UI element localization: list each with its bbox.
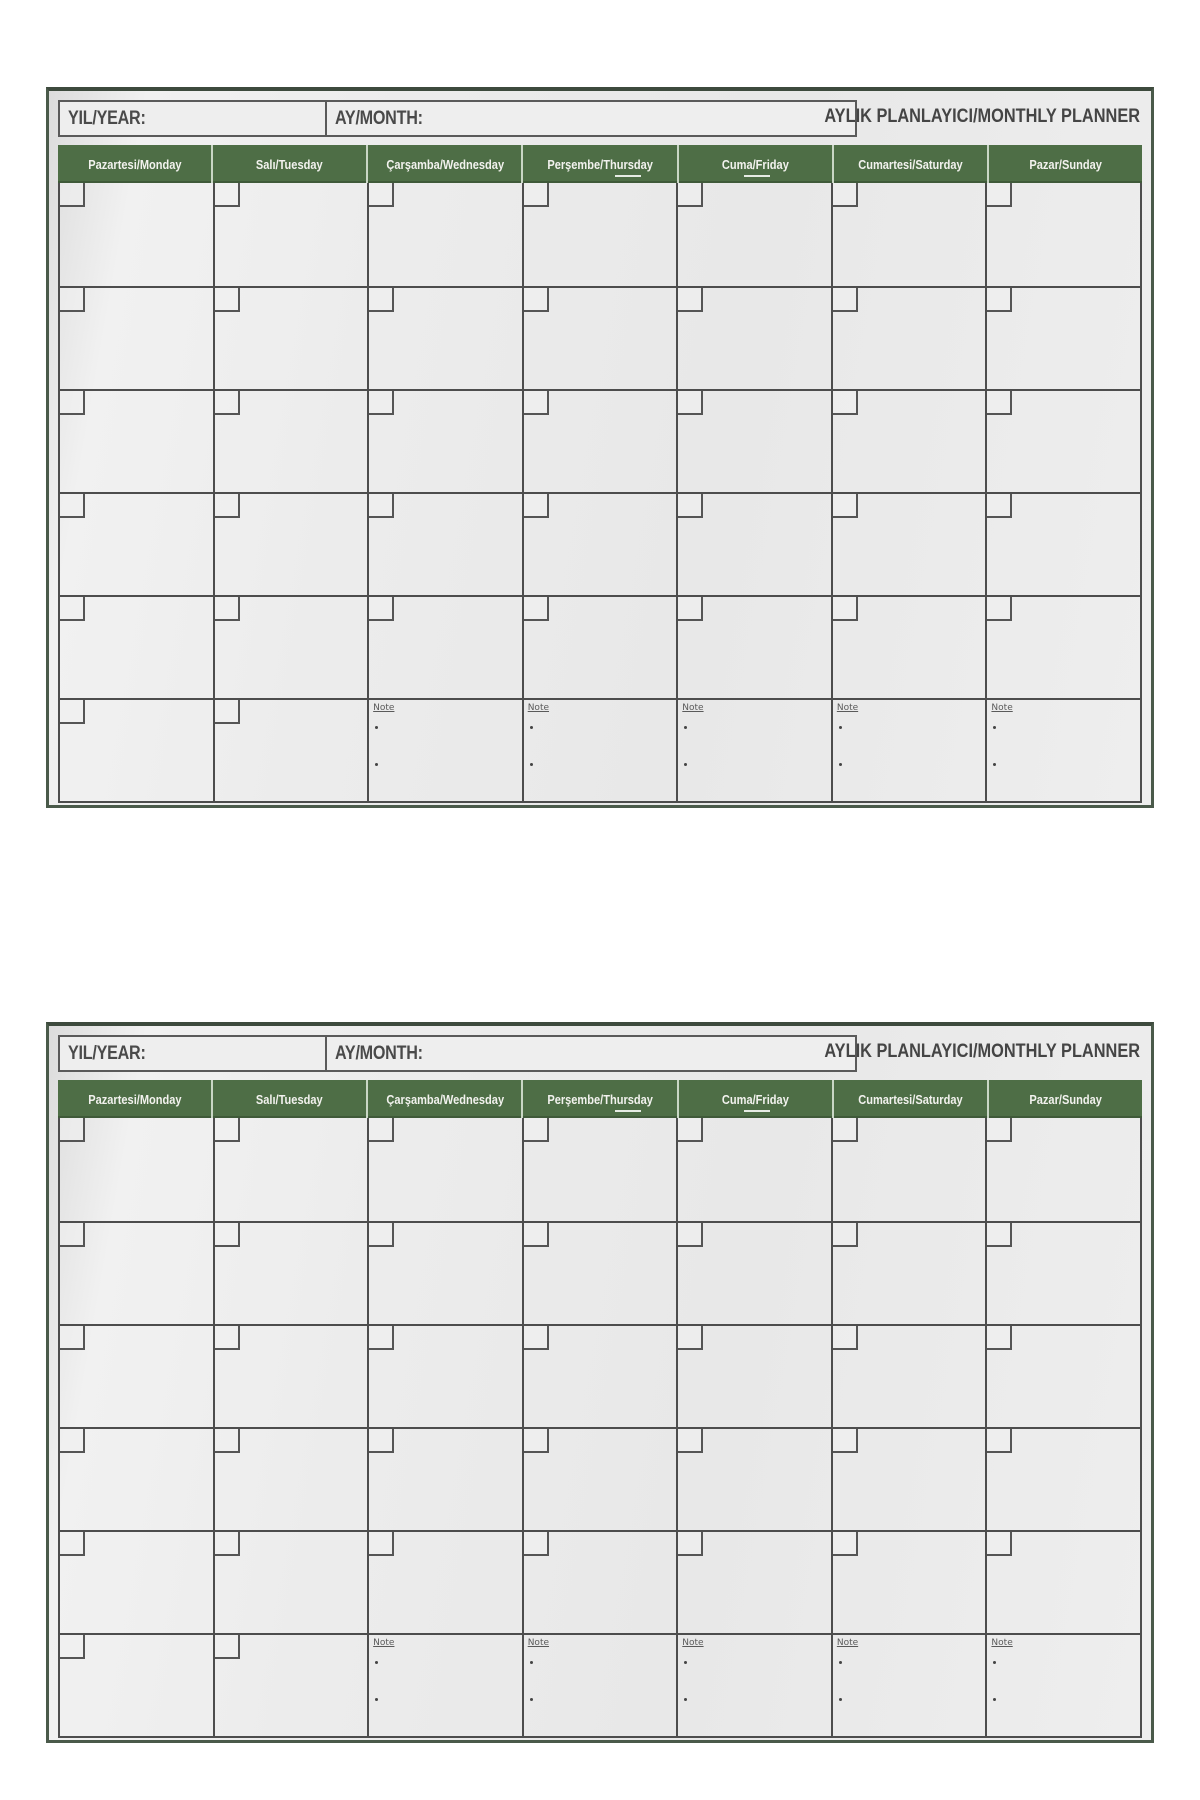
day-cell[interactable] <box>369 1324 524 1427</box>
note-label: Note <box>373 703 395 713</box>
day-cell[interactable] <box>215 595 370 698</box>
underline-mark <box>744 1110 770 1112</box>
date-number-box[interactable] <box>833 494 858 518</box>
day-cell[interactable] <box>60 698 215 801</box>
day-cell[interactable] <box>60 1530 215 1633</box>
day-cell[interactable] <box>369 1530 524 1633</box>
monthly-planner-board-2 <box>46 1022 1154 1743</box>
day-cell[interactable] <box>833 389 988 492</box>
day-cell[interactable] <box>833 1118 988 1221</box>
day-cell[interactable] <box>987 1221 1142 1324</box>
date-number-box[interactable] <box>987 391 1012 415</box>
date-number-box[interactable] <box>833 1223 858 1247</box>
date-number-box[interactable] <box>833 1532 858 1556</box>
date-number-box[interactable] <box>524 494 549 518</box>
note-cell[interactable] <box>369 698 524 801</box>
date-number-box[interactable] <box>987 288 1012 312</box>
note-cell[interactable] <box>524 1633 679 1736</box>
day-cell[interactable] <box>369 389 524 492</box>
weekday-monday: Pazartesi/Monday <box>58 145 213 183</box>
day-cell[interactable] <box>215 1530 370 1633</box>
day-cell[interactable] <box>215 1118 370 1221</box>
date-number-box[interactable] <box>369 597 394 621</box>
date-number-box[interactable] <box>369 494 394 518</box>
day-cell[interactable] <box>369 183 524 286</box>
day-cell[interactable] <box>987 1427 1142 1530</box>
year-field[interactable] <box>60 102 327 135</box>
day-cell[interactable] <box>987 1118 1142 1221</box>
weekday-friday: Cuma/Friday <box>679 1080 834 1118</box>
date-number-box[interactable] <box>60 183 85 207</box>
note-label: Note <box>373 1638 395 1648</box>
date-number-box[interactable] <box>524 1326 549 1350</box>
weekday-wednesday: Çarşamba/Wednesday <box>368 145 523 183</box>
underline-mark <box>744 175 770 177</box>
date-number-box[interactable] <box>60 1223 85 1247</box>
date-number-box[interactable] <box>60 1532 85 1556</box>
day-cell[interactable] <box>833 595 988 698</box>
day-cell[interactable] <box>678 286 833 389</box>
date-number-box[interactable] <box>524 1429 549 1453</box>
bullet-dot-icon <box>993 1661 996 1664</box>
note-cell[interactable] <box>833 698 988 801</box>
date-number-box[interactable] <box>678 288 703 312</box>
day-cell[interactable] <box>60 286 215 389</box>
day-cell[interactable] <box>60 492 215 595</box>
day-cell[interactable] <box>833 492 988 595</box>
day-cell[interactable] <box>60 183 215 286</box>
day-cell[interactable] <box>987 1324 1142 1427</box>
day-cell[interactable] <box>678 492 833 595</box>
day-cell[interactable] <box>987 1530 1142 1633</box>
day-cell[interactable] <box>215 1221 370 1324</box>
weekday-tuesday: Salı/Tuesday <box>213 145 368 183</box>
day-cell[interactable] <box>60 1221 215 1324</box>
date-number-box[interactable] <box>369 183 394 207</box>
day-cell[interactable] <box>524 286 679 389</box>
day-cell[interactable] <box>60 1118 215 1221</box>
day-cell[interactable] <box>60 1427 215 1530</box>
date-number-box[interactable] <box>524 391 549 415</box>
weekday-thursday: Perşembe/Thursday <box>523 145 678 183</box>
date-number-box[interactable] <box>678 1223 703 1247</box>
weekday-wednesday: Çarşamba/Wednesday <box>368 1080 523 1118</box>
day-cell[interactable] <box>369 1118 524 1221</box>
date-number-box[interactable] <box>678 1532 703 1556</box>
day-cell[interactable] <box>215 698 370 801</box>
day-cell[interactable] <box>987 286 1142 389</box>
date-number-box[interactable] <box>60 288 85 312</box>
day-cell[interactable] <box>678 183 833 286</box>
date-number-box[interactable] <box>987 1118 1012 1142</box>
date-number-box[interactable] <box>215 183 240 207</box>
date-number-box[interactable] <box>60 597 85 621</box>
date-number-box[interactable] <box>60 1429 85 1453</box>
day-cell[interactable] <box>524 1221 679 1324</box>
date-number-box[interactable] <box>678 494 703 518</box>
year-label: YIL/YEAR: <box>68 107 146 129</box>
date-number-box[interactable] <box>215 494 240 518</box>
date-number-box[interactable] <box>524 1532 549 1556</box>
weekday-monday: Pazartesi/Monday <box>58 1080 213 1118</box>
bullet-dot-icon <box>684 1661 687 1664</box>
note-cell[interactable] <box>987 1633 1142 1736</box>
date-number-box[interactable] <box>60 1635 85 1659</box>
planner-title: AYLIK PLANLAYICI/MONTHLY PLANNER <box>824 106 1140 127</box>
year-label: YIL/YEAR: <box>68 1042 146 1064</box>
bullet-dot-icon <box>993 726 996 729</box>
bullet-dot-icon <box>993 1698 996 1701</box>
bullet-dot-icon <box>684 763 687 766</box>
date-number-box[interactable] <box>215 391 240 415</box>
day-cell[interactable] <box>60 595 215 698</box>
date-number-box[interactable] <box>833 597 858 621</box>
date-number-box[interactable] <box>369 1326 394 1350</box>
day-cell[interactable] <box>987 492 1142 595</box>
date-number-box[interactable] <box>833 1429 858 1453</box>
weekday-saturday: Cumartesi/Saturday <box>834 145 989 183</box>
day-cell[interactable] <box>833 286 988 389</box>
date-number-box[interactable] <box>987 183 1012 207</box>
weekday-sunday: Pazar/Sunday <box>1029 156 1102 172</box>
date-number-box[interactable] <box>215 700 240 724</box>
monthly-planner-board-1 <box>46 87 1154 808</box>
day-cell[interactable] <box>524 492 679 595</box>
date-number-box[interactable] <box>215 597 240 621</box>
weekday-tuesday: Salı/Tuesday <box>213 1080 368 1118</box>
day-cell[interactable] <box>833 1324 988 1427</box>
day-cell[interactable] <box>215 1324 370 1427</box>
date-number-box[interactable] <box>369 288 394 312</box>
note-cell[interactable] <box>678 1633 833 1736</box>
date-number-box[interactable] <box>215 1635 240 1659</box>
day-cell[interactable] <box>678 1221 833 1324</box>
day-cell[interactable] <box>60 1633 215 1736</box>
day-cell[interactable] <box>987 389 1142 492</box>
planner-title: AYLIK PLANLAYICI/MONTHLY PLANNER <box>824 1041 1140 1062</box>
bullet-dot-icon <box>684 1698 687 1701</box>
bullet-dot-icon <box>839 763 842 766</box>
date-number-box[interactable] <box>987 597 1012 621</box>
date-number-box[interactable] <box>215 1429 240 1453</box>
day-cell[interactable] <box>369 286 524 389</box>
date-number-box[interactable] <box>987 494 1012 518</box>
date-number-box[interactable] <box>60 700 85 724</box>
date-number-box[interactable] <box>60 494 85 518</box>
note-label: Note <box>836 703 859 713</box>
bullet-dot-icon <box>375 1661 378 1664</box>
day-cell[interactable] <box>215 389 370 492</box>
month-label: AY/MONTH: <box>335 107 423 129</box>
note-cell[interactable] <box>524 698 679 801</box>
date-number-box[interactable] <box>60 1326 85 1350</box>
day-cell[interactable] <box>833 1530 988 1633</box>
bullet-dot-icon <box>839 726 842 729</box>
day-cell[interactable] <box>524 1118 679 1221</box>
day-cells <box>58 1118 1142 1738</box>
note-label: Note <box>836 1638 859 1648</box>
note-cell[interactable] <box>678 698 833 801</box>
bullet-dot-icon <box>530 1661 533 1664</box>
note-label: Note <box>682 703 704 713</box>
date-number-box[interactable] <box>60 391 85 415</box>
date-number-box[interactable] <box>678 1118 703 1142</box>
day-cell[interactable] <box>678 1427 833 1530</box>
calendar-grid <box>58 1080 1142 1740</box>
day-cell[interactable] <box>60 389 215 492</box>
date-number-box[interactable] <box>833 288 858 312</box>
note-label: Note <box>991 1638 1013 1648</box>
bullet-dot-icon <box>530 726 533 729</box>
date-number-box[interactable] <box>833 391 858 415</box>
day-cell[interactable] <box>369 1427 524 1530</box>
day-cell[interactable] <box>524 595 679 698</box>
year-month-box <box>58 100 857 137</box>
date-number-box[interactable] <box>524 597 549 621</box>
day-cell[interactable] <box>678 1530 833 1633</box>
calendar-grid <box>58 145 1142 805</box>
date-number-box[interactable] <box>524 183 549 207</box>
day-cell[interactable] <box>215 183 370 286</box>
day-cell[interactable] <box>369 492 524 595</box>
day-cell[interactable] <box>678 595 833 698</box>
weekday-thursday: Perşembe/Thursday <box>523 1080 678 1118</box>
day-cell[interactable] <box>833 183 988 286</box>
bullet-dot-icon <box>839 1698 842 1701</box>
month-label: AY/MONTH: <box>335 1042 423 1064</box>
note-label: Note <box>991 703 1013 713</box>
date-number-box[interactable] <box>833 1118 858 1142</box>
note-cell[interactable] <box>833 1633 988 1736</box>
bullet-dot-icon <box>839 1661 842 1664</box>
day-cell[interactable] <box>833 1427 988 1530</box>
weekday-header <box>58 1080 1142 1118</box>
day-cell[interactable] <box>524 389 679 492</box>
day-cell[interactable] <box>524 1427 679 1530</box>
year-field[interactable] <box>60 1037 327 1070</box>
date-number-box[interactable] <box>987 1532 1012 1556</box>
date-number-box[interactable] <box>833 1326 858 1350</box>
note-label: Note <box>527 1638 550 1648</box>
date-number-box[interactable] <box>833 183 858 207</box>
note-cell[interactable] <box>369 1633 524 1736</box>
day-cell[interactable] <box>833 1221 988 1324</box>
date-number-box[interactable] <box>60 1118 85 1142</box>
date-number-box[interactable] <box>678 391 703 415</box>
day-cell[interactable] <box>678 1118 833 1221</box>
underline-mark <box>615 1110 641 1112</box>
date-number-box[interactable] <box>987 1326 1012 1350</box>
day-cell[interactable] <box>524 1530 679 1633</box>
date-number-box[interactable] <box>678 597 703 621</box>
day-cell[interactable] <box>215 286 370 389</box>
note-label: Note <box>527 703 550 713</box>
underline-mark <box>615 175 641 177</box>
weekday-header <box>58 145 1142 183</box>
date-number-box[interactable] <box>369 1223 394 1247</box>
date-number-box[interactable] <box>215 1223 240 1247</box>
weekday-sunday: Pazar/Sunday <box>1029 1091 1102 1107</box>
date-number-box[interactable] <box>215 1118 240 1142</box>
day-cell[interactable] <box>678 389 833 492</box>
day-cell[interactable] <box>215 492 370 595</box>
note-cell[interactable] <box>987 698 1142 801</box>
date-number-box[interactable] <box>987 1429 1012 1453</box>
date-number-box[interactable] <box>524 1118 549 1142</box>
bullet-dot-icon <box>375 763 378 766</box>
weekday-friday: Cuma/Friday <box>679 145 834 183</box>
day-cell[interactable] <box>524 1324 679 1427</box>
date-number-box[interactable] <box>369 1118 394 1142</box>
day-cell[interactable] <box>678 1324 833 1427</box>
day-cell[interactable] <box>369 595 524 698</box>
day-cell[interactable] <box>215 1427 370 1530</box>
day-cell[interactable] <box>524 183 679 286</box>
day-cell[interactable] <box>369 1221 524 1324</box>
date-number-box[interactable] <box>215 288 240 312</box>
bullet-dot-icon <box>375 726 378 729</box>
day-cells <box>58 183 1142 803</box>
day-cell[interactable] <box>987 183 1142 286</box>
date-number-box[interactable] <box>678 1429 703 1453</box>
note-label: Note <box>682 1638 704 1648</box>
date-number-box[interactable] <box>369 391 394 415</box>
bullet-dot-icon <box>993 763 996 766</box>
bullet-dot-icon <box>530 763 533 766</box>
date-number-box[interactable] <box>369 1532 394 1556</box>
date-number-box[interactable] <box>369 1429 394 1453</box>
date-number-box[interactable] <box>524 288 549 312</box>
date-number-box[interactable] <box>987 1223 1012 1247</box>
date-number-box[interactable] <box>678 1326 703 1350</box>
date-number-box[interactable] <box>678 183 703 207</box>
year-month-box <box>58 1035 857 1072</box>
day-cell[interactable] <box>987 595 1142 698</box>
date-number-box[interactable] <box>215 1532 240 1556</box>
date-number-box[interactable] <box>215 1326 240 1350</box>
date-number-box[interactable] <box>524 1223 549 1247</box>
bullet-dot-icon <box>684 726 687 729</box>
weekday-saturday: Cumartesi/Saturday <box>834 1080 989 1118</box>
day-cell[interactable] <box>60 1324 215 1427</box>
bullet-dot-icon <box>530 1698 533 1701</box>
bullet-dot-icon <box>375 1698 378 1701</box>
day-cell[interactable] <box>215 1633 370 1736</box>
